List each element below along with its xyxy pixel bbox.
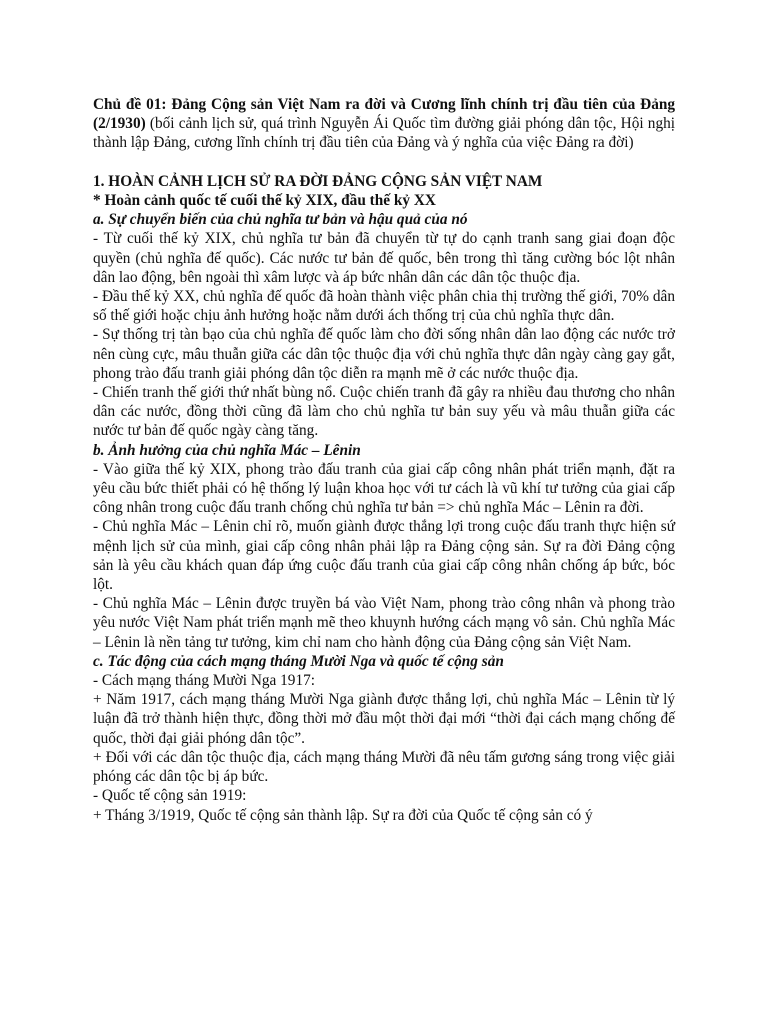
document-title-description: (bối cảnh lịch sử, quá trình Nguyễn Ái Quốc tìm đường giải phóng dân tộc, Hội nghị thành lập Đảng, cương lĩnh chính trị đầu tiên của Đảng và ý nghĩa của việc Đảng ra đời) xyxy=(93,115,675,152)
paragraph-b3: - Chủ nghĩa Mác – Lênin được truyền bá vào Việt Nam, phong trào công nhân và phong trào yêu nước Việt Nam phát triển mạnh mẽ theo khuynh hướng cách mạng vô sản. Chủ nghĩa Mác – Lênin là nền tảng tư tưởng, kim chỉ nam cho hành động của Đảng cộng sản Việt Nam. xyxy=(93,595,675,651)
paragraph-a1: - Từ cuối thế kỷ XIX, chủ nghĩa tư bản đã chuyển từ tự do cạnh tranh sang giai đoạn độc quyền (chủ nghĩa đế quốc). Các nước tư bản đế quốc, bên trong thì tăng cường bóc lột nhân dân lao động, bên ngoài thì xâm lược và áp bức nhân dân các dân tộc thuộc địa. xyxy=(93,230,675,286)
paragraph-b1: - Vào giữa thế kỷ XIX, phong trào đấu tranh của giai cấp công nhân phát triển mạnh, đặt ra yêu cầu bức thiết phải có hệ thống lý luận khoa học với tư cách là vũ khí tư tưởng của giai cấp công nhân trong cuộc đấu tranh chống chủ nghĩa tư bản => chủ nghĩa Mác – Lênin ra đời. xyxy=(93,460,675,517)
paragraph-a2: - Đầu thế kỷ XX, chủ nghĩa đế quốc đã hoàn thành việc phân chia thị trường thế giới, 70% dân số thế giới hoặc chịu ảnh hưởng hoặc nằm dưới ách thống trị của chủ nghĩa thực dân. xyxy=(93,288,675,325)
subsection-c-heading: c. Tác động của cách mạng tháng Mười Nga và quốc tế cộng sản xyxy=(93,652,504,670)
paragraph-a3: - Sự thống trị tàn bạo của chủ nghĩa đế quốc làm cho đời sống nhân dân lao động các nước trở nên cùng cực, mâu thuẫn giữa các dân tộc thuộc địa với chủ nghĩa thực dân ngày càng gay gắt, phong trào đấu tranh giải phóng dân tộc diễn ra mạnh mẽ ở các nước thuộc địa. xyxy=(93,326,675,382)
document-title-bold: Chủ đề 01: Đảng Cộng sản Việt Nam ra đời và Cương lĩnh chính trị đầu tiên của Đảng (2/1930) xyxy=(93,96,675,133)
paragraph-b2: - Chủ nghĩa Mác – Lênin chỉ rõ, muốn giành được thắng lợi trong cuộc đấu tranh thực hiện sứ mệnh lịch sử của mình, giai cấp công nhân phải lập ra Đảng cộng sản. Sự ra đời Đảng cộng sản là yêu cầu khách quan đáp ứng cuộc đấu tranh của giai cấp công nhân chống áp bức, bóc lột. xyxy=(93,518,675,594)
paragraph-c2: + Năm 1917, cách mạng tháng Mười Nga giành được thắng lợi, chủ nghĩa Mác – Lênin từ lý luận đã trở thành hiện thực, đồng thời mở đầu một thời đại mới “thời đại cách mạng chống đế quốc, thời đại giải phóng dân tộc”. xyxy=(93,691,675,747)
paragraph-c5: + Tháng 3/1919, Quốc tế cộng sản thành lập. Sự ra đời của Quốc tế cộng sản có ý xyxy=(93,806,593,824)
blank-line xyxy=(93,153,675,172)
subsection-b-heading: b. Ảnh hưởng của chủ nghĩa Mác – Lênin xyxy=(93,441,361,459)
section-heading: 1. HOÀN CẢNH LỊCH SỬ RA ĐỜI ĐẢNG CỘNG SẢN VIỆT NAM xyxy=(93,172,543,190)
paragraph-a4: - Chiến tranh thế giới thứ nhất bùng nổ. Cuộc chiến tranh đã gây ra nhiều đau thương cho nhân dân các nước, đồng thời cũng đã làm cho chủ nghĩa tư bản suy yếu và mâu thuẫn giữa các nước tư bản đế quốc ngày càng tăng. xyxy=(93,384,675,440)
document-page xyxy=(93,95,675,825)
paragraph-c1: - Cách mạng tháng Mười Nga 1917: xyxy=(93,672,315,690)
subsection-a-heading: a. Sự chuyển biến của chủ nghĩa tư bản và hậu quả của nó xyxy=(93,211,468,229)
paragraph-c3: + Đối với các dân tộc thuộc địa, cách mạng tháng Mười đã nêu tấm gương sáng trong việc giải phóng các dân tộc bị áp bức. xyxy=(93,748,675,786)
document-title xyxy=(93,95,675,153)
paragraph-c4: - Quốc tế cộng sản 1919: xyxy=(93,787,247,805)
international-context-heading: * Hoàn cảnh quốc tế cuối thế kỷ XIX, đầu thế kỷ XX xyxy=(93,192,436,209)
